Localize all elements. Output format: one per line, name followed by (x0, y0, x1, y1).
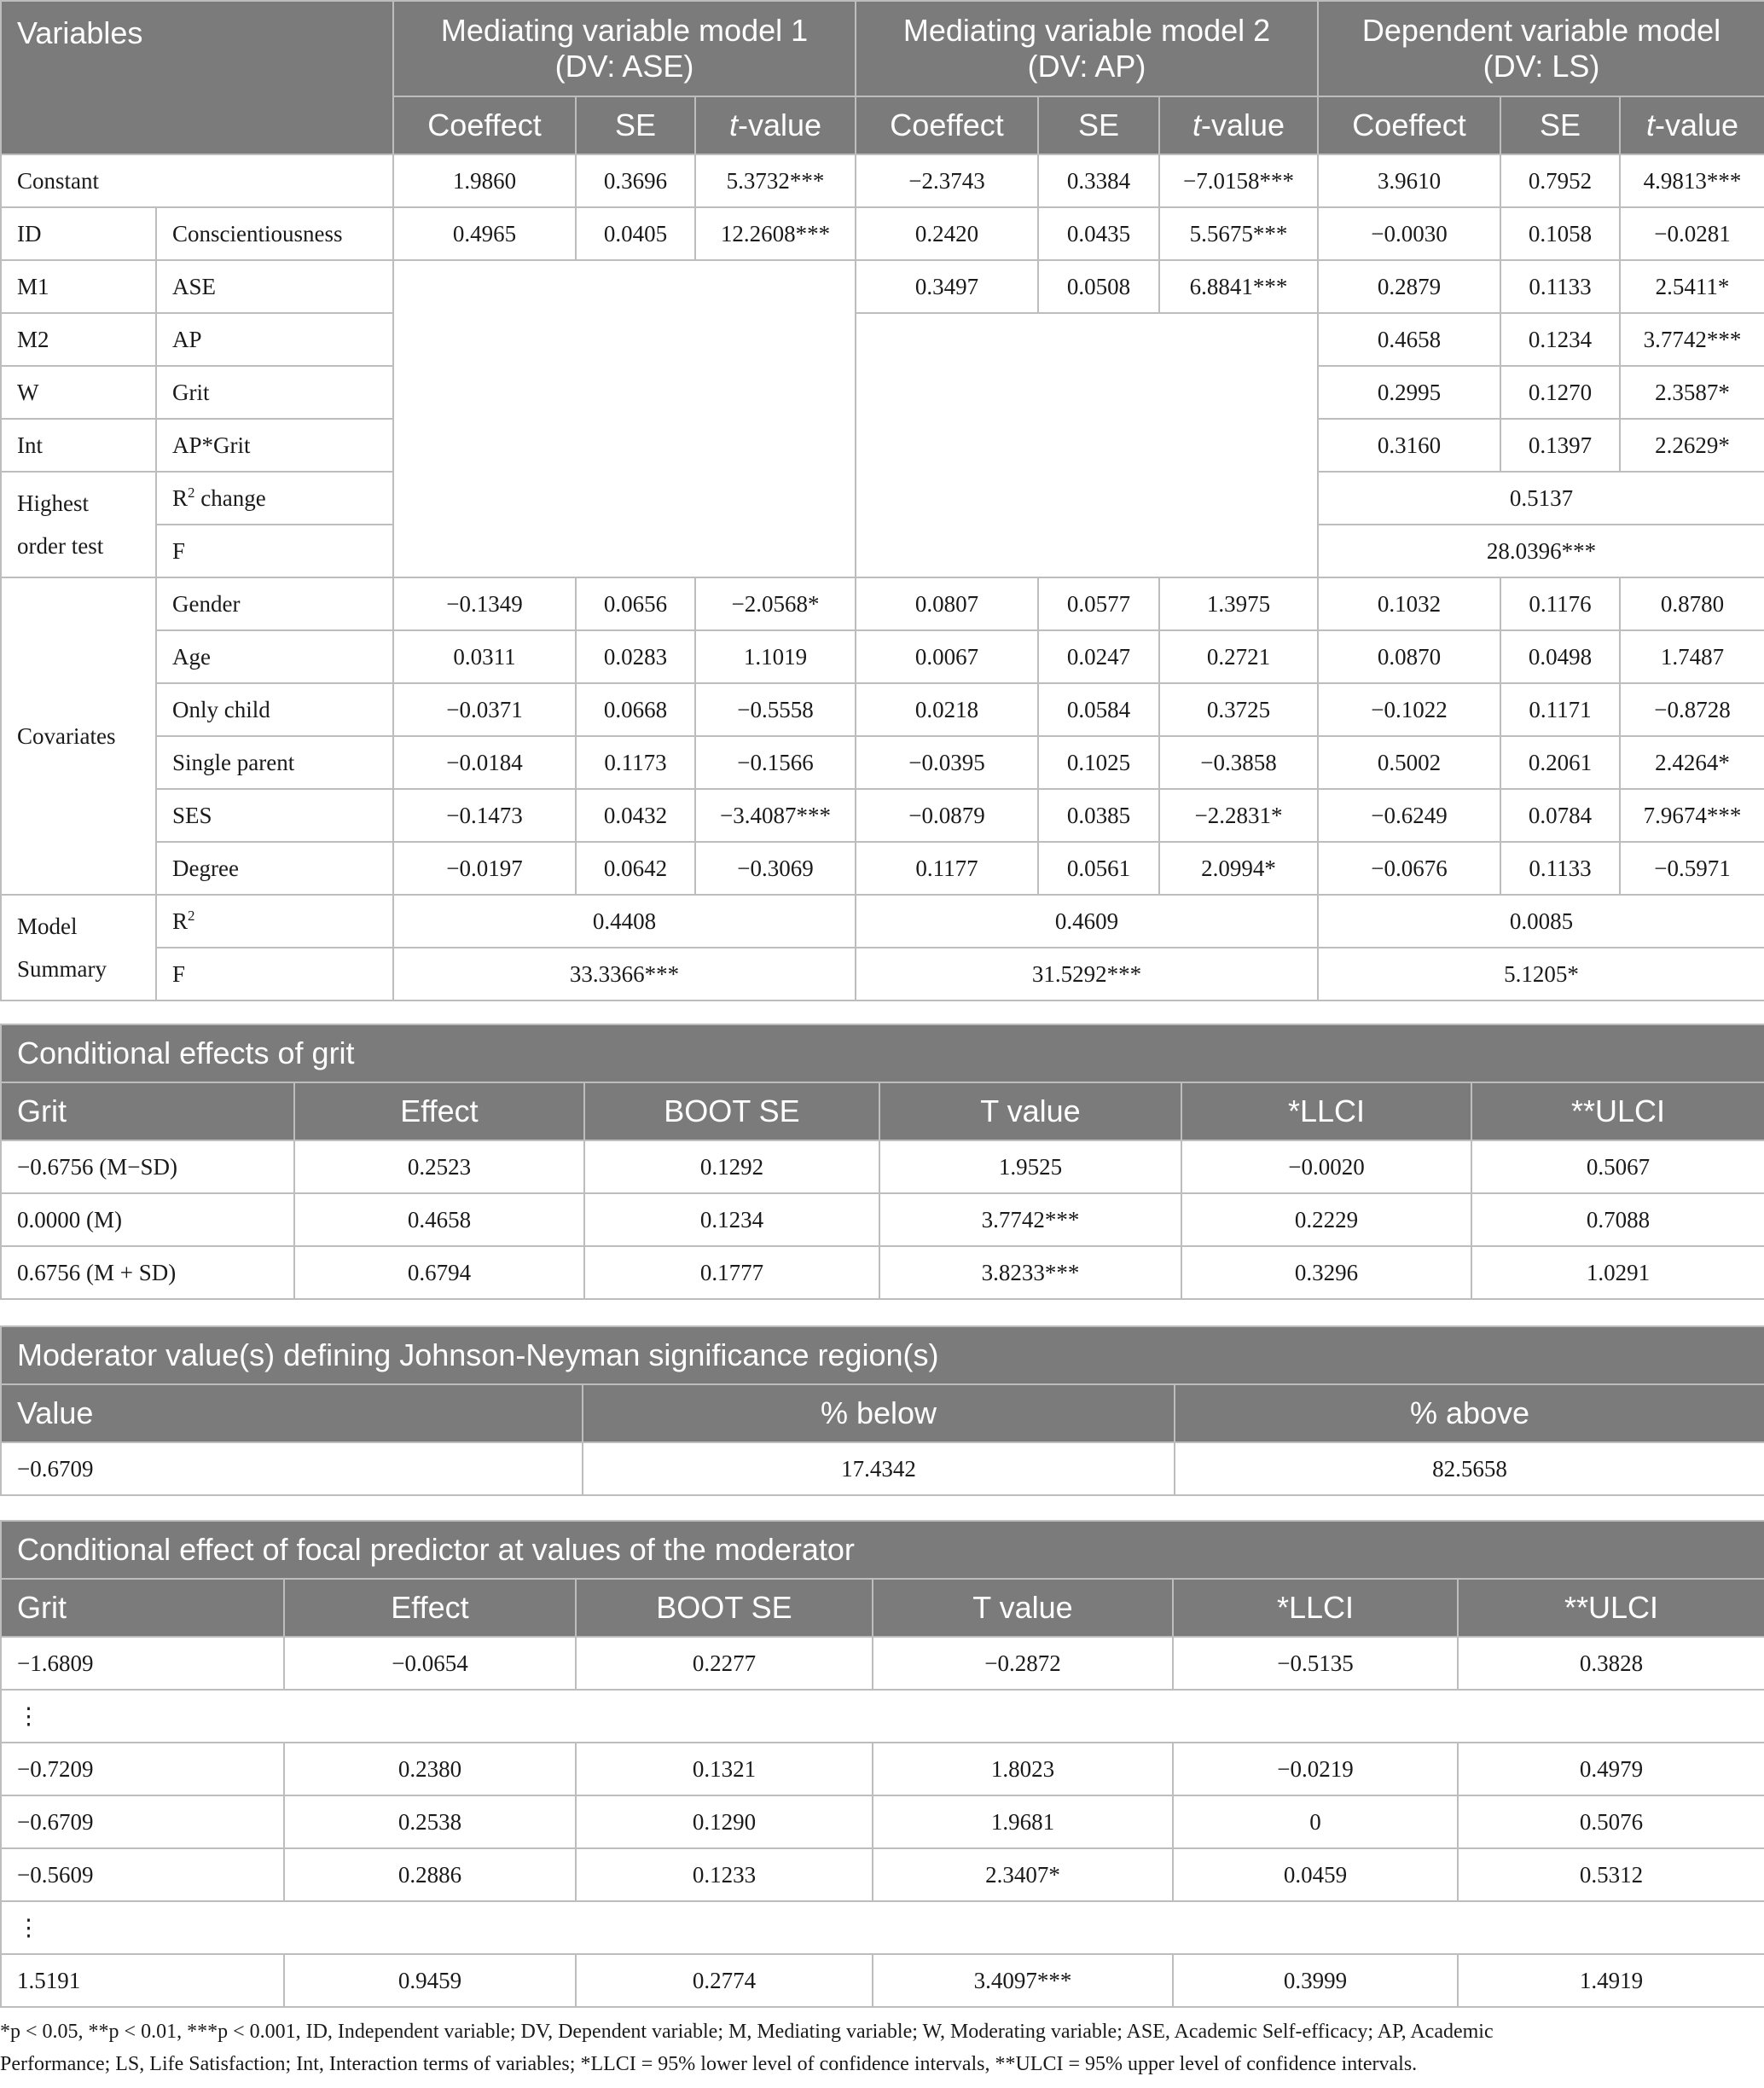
column-header: % above (1175, 1384, 1764, 1442)
t-rest: -value (737, 107, 822, 142)
ellipsis: ⋮ (1, 1901, 1764, 1954)
model3-title: Dependent variable model (1361, 13, 1721, 48)
table-row (1, 1637, 1764, 1690)
table-cell: 4.9813*** (1620, 154, 1764, 207)
column-header: T value (873, 1579, 1173, 1637)
table-cell: 0.1025 (1038, 736, 1159, 789)
row-label: AP (156, 313, 393, 366)
table-cell: 1.0291 (1471, 1246, 1764, 1299)
variables-header (1, 1, 393, 154)
table-cell: 0.0668 (576, 683, 695, 736)
table-cell: 0.0432 (576, 789, 695, 842)
table-cell: 0.5076 (1458, 1795, 1764, 1848)
table-cell: 0.1777 (584, 1246, 879, 1299)
table-cell: 0.3497 (856, 260, 1038, 313)
column-header: Effect (294, 1082, 584, 1140)
table-cell: −0.8728 (1620, 683, 1764, 736)
table-cell: 12.2608*** (695, 207, 856, 260)
table-cell: 82.5658 (1175, 1442, 1764, 1495)
table-row (1, 1246, 1764, 1299)
table-cell: 1.5191 (1, 1954, 284, 2007)
conditional-effects-table (0, 1024, 1764, 1300)
table-cell: 3.7742*** (1620, 313, 1764, 366)
table-cell: 0.1177 (856, 842, 1038, 895)
table-cell: 0.3296 (1181, 1246, 1471, 1299)
table-cell: 0.2886 (284, 1848, 576, 1901)
summary-line1: Model (17, 914, 78, 939)
table-cell: 1.7487 (1620, 630, 1764, 683)
table-cell: −0.1473 (393, 789, 576, 842)
table-cell: 0.2879 (1318, 260, 1500, 313)
table-cell: 6.8841*** (1159, 260, 1318, 313)
row-code: M1 (1, 260, 156, 313)
row-label: Age (156, 630, 393, 683)
table-cell: 0.2229 (1181, 1193, 1471, 1246)
t-header (1159, 96, 1318, 154)
coef-header: Coeffect (1318, 96, 1500, 154)
highest-line2: order test (17, 533, 104, 559)
table-cell: 0.6756 (M + SD) (1, 1246, 294, 1299)
column-header: *LLCI (1173, 1579, 1458, 1637)
table-cell: −0.5135 (1173, 1637, 1458, 1690)
table-row-m2 (1, 313, 1764, 366)
covariates-label: Covariates (1, 577, 156, 895)
table-row (1, 1442, 1764, 1495)
table-cell: 0.0642 (576, 842, 695, 895)
table-cell: 0.2995 (1318, 366, 1500, 419)
table-cell: 0.0577 (1038, 577, 1159, 630)
table-cell: −1.6809 (1, 1637, 284, 1690)
model2-header (856, 1, 1318, 96)
row-label: Constant (1, 154, 393, 207)
table-cell: 0.0508 (1038, 260, 1159, 313)
table-cell: 0.5067 (1471, 1140, 1764, 1193)
se-header: SE (1500, 96, 1620, 154)
table-footnote (0, 2016, 1749, 2080)
empty-block-model1 (393, 260, 856, 577)
table-row (1, 1140, 1764, 1193)
table-cell: 0.3725 (1159, 683, 1318, 736)
column-header: Grit (1, 1579, 284, 1637)
table-cell: 0.1233 (576, 1848, 873, 1901)
row-label: AP*Grit (156, 419, 393, 472)
table-cell: 0.0435 (1038, 207, 1159, 260)
summary-line2: Summary (17, 956, 107, 982)
table-cell: −0.1566 (695, 736, 856, 789)
footnote-line2: Performance; LS, Life Satisfaction; Int, Interaction terms of variables; *LLCI = 95% lower level of confidence intervals, **ULCI = 95% upper level of confidence intervals. (0, 2053, 1418, 2075)
table-cell: −0.6709 (1, 1795, 284, 1848)
ellipsis-row (1, 1901, 1764, 1954)
table-cell: 0.8780 (1620, 577, 1764, 630)
r2-sup: 2 (188, 484, 195, 501)
summary-f-model1: 33.3366*** (393, 948, 856, 1000)
table-cell: 0.3384 (1038, 154, 1159, 207)
table-cell: −0.0395 (856, 736, 1038, 789)
table-cell: 0.0807 (856, 577, 1038, 630)
table-cell: 0.0000 (M) (1, 1193, 294, 1246)
table-row-id (1, 207, 1764, 260)
table-cell: −0.0281 (1620, 207, 1764, 260)
r2-change-label (156, 472, 393, 525)
table-cell: 5.3732*** (695, 154, 856, 207)
table-cell: 0.3999 (1173, 1954, 1458, 2007)
table-cell: −0.5971 (1620, 842, 1764, 895)
table-cell: 7.9674*** (1620, 789, 1764, 842)
table-cell: 0.1058 (1500, 207, 1620, 260)
table-cell: 0.4965 (393, 207, 576, 260)
summary-r2-model3: 0.0085 (1318, 895, 1764, 948)
t-rest: -value (1200, 107, 1285, 142)
table-row-covariate (1, 789, 1764, 842)
column-header: BOOT SE (576, 1579, 873, 1637)
table-cell: 0.0067 (856, 630, 1038, 683)
table-row-covariate (1, 736, 1764, 789)
table-cell: 0.0385 (1038, 789, 1159, 842)
table-cell: 5.5675*** (1159, 207, 1318, 260)
table-cell: 1.1019 (695, 630, 856, 683)
table-cell: −0.0030 (1318, 207, 1500, 260)
table-cell: 0.0405 (576, 207, 695, 260)
table-cell: −0.0020 (1181, 1140, 1471, 1193)
empty-block-model2 (856, 313, 1318, 577)
table-cell: 0.0459 (1173, 1848, 1458, 1901)
highest-order-label (1, 472, 156, 577)
section-title: Conditional effect of focal predictor at values of the moderator (1, 1521, 1764, 1579)
table-cell: −2.2831* (1159, 789, 1318, 842)
table-cell: 3.8233*** (879, 1246, 1181, 1299)
model2-subtitle: (DV: AP) (1027, 49, 1146, 84)
table-cell: 0.0283 (576, 630, 695, 683)
coef-header: Coeffect (393, 96, 576, 154)
t-header (695, 96, 856, 154)
table-cell: 0.2420 (856, 207, 1038, 260)
t-rest: -value (1655, 107, 1739, 142)
table-cell: −0.0197 (393, 842, 576, 895)
r2-label (156, 895, 393, 948)
table-cell: −0.5609 (1, 1848, 284, 1901)
table-cell: 0.0584 (1038, 683, 1159, 736)
summary-r2-model2: 0.4609 (856, 895, 1318, 948)
table-cell: −2.0568* (695, 577, 856, 630)
se-header: SE (1038, 96, 1159, 154)
table-cell: 0.5312 (1458, 1848, 1764, 1901)
column-header: Grit (1, 1082, 294, 1140)
table-cell: −0.3069 (695, 842, 856, 895)
table-cell: 2.3407* (873, 1848, 1173, 1901)
table-cell: 0.1397 (1500, 419, 1620, 472)
r2-sup: 2 (188, 907, 195, 924)
table-cell: 1.8023 (873, 1743, 1173, 1795)
table-cell: 0.9459 (284, 1954, 576, 2007)
table-cell: 0 (1173, 1795, 1458, 1848)
table-cell: 0.1173 (576, 736, 695, 789)
t-italic: t (1192, 107, 1201, 142)
row-label: Only child (156, 683, 393, 736)
table-row-constant (1, 154, 1764, 207)
column-header: *LLCI (1181, 1082, 1471, 1140)
table-cell: −3.4087*** (695, 789, 856, 842)
row-label: Degree (156, 842, 393, 895)
r2-change-value: 0.5137 (1318, 472, 1764, 525)
table-cell: −0.7209 (1, 1743, 284, 1795)
variables-header-label: Variables (17, 15, 143, 50)
table-cell: −0.1022 (1318, 683, 1500, 736)
table-cell: 0.1133 (1500, 260, 1620, 313)
table-cell: 17.4342 (583, 1442, 1175, 1495)
row-code: Int (1, 419, 156, 472)
table-cell: 0.0498 (1500, 630, 1620, 683)
table-cell: 0.0561 (1038, 842, 1159, 895)
r2-rest: change (194, 484, 266, 511)
table-cell: −0.6756 (M−SD) (1, 1140, 294, 1193)
coef-header: Coeffect (856, 96, 1038, 154)
column-header: **ULCI (1471, 1082, 1764, 1140)
table-cell: 0.1292 (584, 1140, 879, 1193)
table-cell: 0.1234 (584, 1193, 879, 1246)
table-cell: 2.3587* (1620, 366, 1764, 419)
model3-header (1318, 1, 1764, 96)
table-row-summary-r2 (1, 895, 1764, 948)
row-label: ASE (156, 260, 393, 313)
table-cell: 0.1234 (1500, 313, 1620, 366)
johnson-neyman-table (0, 1325, 1764, 1496)
table-cell: −0.6709 (1, 1442, 583, 1495)
model1-subtitle: (DV: ASE) (554, 49, 694, 84)
table-cell: −7.0158*** (1159, 154, 1318, 207)
highest-line1: Highest (17, 490, 89, 516)
table-cell: −0.0676 (1318, 842, 1500, 895)
f-label: F (156, 525, 393, 577)
table-cell: 0.0784 (1500, 789, 1620, 842)
f-value: 28.0396*** (1318, 525, 1764, 577)
summary-f-model3: 5.1205* (1318, 948, 1764, 1000)
table-row-summary-f (1, 948, 1764, 1000)
table-cell: 0.0311 (393, 630, 576, 683)
table-cell: 0.1133 (1500, 842, 1620, 895)
f-label: F (156, 948, 393, 1000)
table-cell: 2.2629* (1620, 419, 1764, 472)
table-cell: −0.0184 (393, 736, 576, 789)
table-cell: 3.4097*** (873, 1954, 1173, 2007)
t-italic: t (728, 107, 738, 142)
model2-title: Mediating variable model 2 (902, 13, 1271, 48)
r2-base: R (172, 908, 189, 934)
table-cell: 0.2380 (284, 1743, 576, 1795)
ellipsis-row (1, 1690, 1764, 1743)
focal-predictor-table (0, 1520, 1764, 2008)
table-cell: 0.6794 (294, 1246, 584, 1299)
column-header: Effect (284, 1579, 576, 1637)
section-title: Conditional effects of grit (1, 1024, 1764, 1082)
model1-title: Mediating variable model 1 (440, 13, 809, 48)
column-header: T value (879, 1082, 1181, 1140)
row-label: Single parent (156, 736, 393, 789)
table-row (1, 1193, 1764, 1246)
t-italic: t (1645, 107, 1655, 142)
table-cell: 0.2277 (576, 1637, 873, 1690)
table-cell: 0.0218 (856, 683, 1038, 736)
table-cell: 0.0870 (1318, 630, 1500, 683)
table-cell: 1.3975 (1159, 577, 1318, 630)
table-cell: 0.5002 (1318, 736, 1500, 789)
footnote-line1: *p < 0.05, **p < 0.01, ***p < 0.001, ID, Independent variable; DV, Dependent variable; M, Mediating variable; W, Moderating variable; ASE, Academic Self-efficacy; AP, Academic (0, 2021, 1494, 2043)
table-cell: 2.0994* (1159, 842, 1318, 895)
table-cell: 0.1270 (1500, 366, 1620, 419)
table-cell: 0.1176 (1500, 577, 1620, 630)
model1-header (393, 1, 856, 96)
table-cell: 0.2061 (1500, 736, 1620, 789)
table-cell: 0.0656 (576, 577, 695, 630)
table-cell: −0.0219 (1173, 1743, 1458, 1795)
table-cell: 0.2721 (1159, 630, 1318, 683)
table-cell: 1.9681 (873, 1795, 1173, 1848)
table-cell: 0.1032 (1318, 577, 1500, 630)
se-header: SE (576, 96, 695, 154)
regression-table (0, 0, 1764, 1001)
t-header (1620, 96, 1764, 154)
table-cell: 1.4919 (1458, 1954, 1764, 2007)
table-cell: 0.1171 (1500, 683, 1620, 736)
table-cell: 0.1290 (576, 1795, 873, 1848)
table-cell: 0.3696 (576, 154, 695, 207)
table-cell: 1.9860 (393, 154, 576, 207)
table-row-covariate (1, 683, 1764, 736)
table-row-covariate (1, 630, 1764, 683)
summary-r2-model1: 0.4408 (393, 895, 856, 948)
row-label: SES (156, 789, 393, 842)
table-cell: 0.2523 (294, 1140, 584, 1193)
row-code: M2 (1, 313, 156, 366)
table-row (1, 1848, 1764, 1901)
table-row (1, 1743, 1764, 1795)
table-cell: −0.1349 (393, 577, 576, 630)
table-cell: −0.0654 (284, 1637, 576, 1690)
summary-f-model2: 31.5292*** (856, 948, 1318, 1000)
table-cell: −0.0371 (393, 683, 576, 736)
table-cell: 0.2774 (576, 1954, 873, 2007)
table-cell: 0.7952 (1500, 154, 1620, 207)
model-summary-label (1, 895, 156, 1000)
table-cell: 0.1321 (576, 1743, 873, 1795)
ellipsis: ⋮ (1, 1690, 1764, 1743)
table-row-covariate (1, 842, 1764, 895)
row-code: W (1, 366, 156, 419)
row-label: Grit (156, 366, 393, 419)
r2-base: R (172, 484, 189, 511)
table-cell: 0.2538 (284, 1795, 576, 1848)
table-row-covariate (1, 577, 1764, 630)
table-cell: −0.3858 (1159, 736, 1318, 789)
table-cell: 3.7742*** (879, 1193, 1181, 1246)
table-cell: 0.0247 (1038, 630, 1159, 683)
table-cell: −0.5558 (695, 683, 856, 736)
table-row (1, 1795, 1764, 1848)
table-cell: 0.7088 (1471, 1193, 1764, 1246)
table-cell: 0.3828 (1458, 1637, 1764, 1690)
table-cell: −0.6249 (1318, 789, 1500, 842)
table-row (1, 1954, 1764, 2007)
table-cell: −2.3743 (856, 154, 1038, 207)
model3-subtitle: (DV: LS) (1483, 49, 1600, 84)
table-cell: −0.2872 (873, 1637, 1173, 1690)
table-cell: −0.0879 (856, 789, 1038, 842)
column-header: Value (1, 1384, 583, 1442)
row-label: Conscientiousness (156, 207, 393, 260)
section-title: Moderator value(s) defining Johnson-Neyman significance region(s) (1, 1326, 1764, 1384)
row-label: Gender (156, 577, 393, 630)
table-cell: 1.9525 (879, 1140, 1181, 1193)
table-cell: 0.4658 (294, 1193, 584, 1246)
table-row-m1 (1, 260, 1764, 313)
table-cell: 0.4658 (1318, 313, 1500, 366)
table-cell: 3.9610 (1318, 154, 1500, 207)
table-cell: 2.5411* (1620, 260, 1764, 313)
row-code: ID (1, 207, 156, 260)
column-header: % below (583, 1384, 1175, 1442)
table-cell: 0.3160 (1318, 419, 1500, 472)
column-header: BOOT SE (584, 1082, 879, 1140)
table-cell: 0.4979 (1458, 1743, 1764, 1795)
column-header: **ULCI (1458, 1579, 1764, 1637)
table-cell: 2.4264* (1620, 736, 1764, 789)
